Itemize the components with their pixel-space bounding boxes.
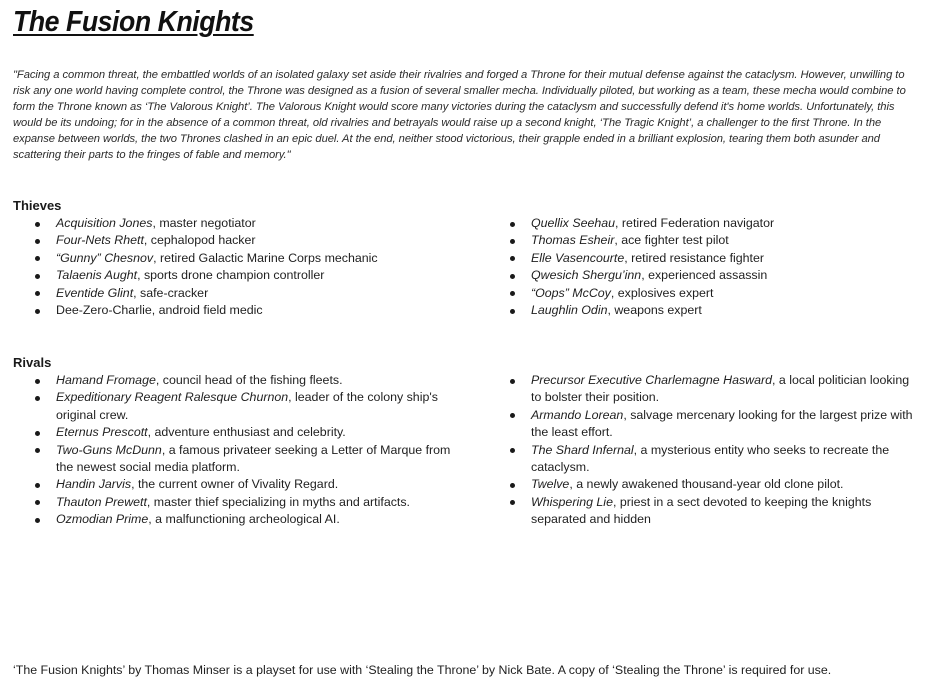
list-item [488,476,918,493]
bullet-icon [35,500,40,505]
list-item [488,215,918,232]
character-description: , master thief specializing in myths and artifacts. [146,494,410,509]
character-description: , ace fighter test pilot [614,233,729,248]
bullet-icon [35,256,40,261]
list-item [488,372,918,407]
character-name: Hamand Fromage [56,373,156,387]
bullet-icon [35,274,40,279]
bullet-icon [35,239,40,244]
thieves-heading: Thieves [13,198,62,213]
bullet-icon [510,379,515,384]
list-item [13,494,453,511]
character-description: , retired Galactic Marine Corps mechanic [153,250,378,265]
character-name: “Oops” McCoy [531,285,611,300]
character-description: , explosives expert [610,285,714,300]
character-name: Laughlin Odin [531,303,608,318]
list-item [13,424,453,441]
character-name: Ozmodian Prime [56,512,149,527]
character-description: , weapons expert [607,303,702,318]
character-description: , a local politician looking to bolster their position. [531,373,910,405]
character-name: Eventide Glint [56,285,134,300]
list-item [13,511,453,528]
character-name: Expeditionary Reagent Ralesque Churnon [56,390,289,405]
character-name: Thomas Esheir [531,233,615,248]
list-item [488,302,918,319]
list-item [13,442,453,477]
list-item [13,389,453,424]
character-name: Four-Nets Rhett [56,233,144,248]
list-item [13,267,453,284]
character-description: , sports drone champion controller [137,268,325,283]
character-description: , the current owner of Vivality Regard. [131,477,339,492]
character-description: , experienced assassin [641,268,768,283]
bullet-icon [510,500,515,505]
character-description: , leader of the colony ship's original crew. [56,390,438,422]
character-name: Twelve [531,477,570,492]
character-description: , priest in a sect devoted to keeping the knights separated and hidden [531,494,872,527]
bullet-icon [35,396,40,401]
bullet-icon [510,239,515,244]
character-name: Handin Jarvis [56,477,132,492]
character-description: , retired resistance fighter [624,250,765,265]
rivals-list-right [488,372,918,529]
list-item [13,302,453,319]
character-name: The Shard Infernal [531,442,634,457]
character-name: “Gunny” Chesnov [56,250,154,265]
list-item [13,232,453,249]
list-item [488,267,918,284]
list-item [488,250,918,267]
list-item [13,250,453,267]
bullet-icon [510,256,515,261]
bullet-icon [510,483,515,488]
bullet-icon [35,518,40,523]
character-name: Precursor Executive Charlemagne Hasward [531,373,773,387]
list-item [488,407,918,442]
thieves-list-right [488,215,918,319]
bullet-icon [510,274,515,279]
bullet-icon [510,309,515,314]
bullet-icon [510,291,515,296]
bullet-icon [510,222,515,227]
character-description: , a malfunctioning archeological AI. [148,512,340,527]
character-description: Dee-Zero-Charlie, android field medic [56,303,263,318]
character-description: , a mysterious entity who seeks to recreate the cataclysm. [531,442,890,475]
rivals-heading: Rivals [13,355,52,370]
intro-paragraph: "Facing a common threat, the embattled worlds of an isolated galaxy set aside their rivalries and forged a Throne for their mutual defense against the cataclysm. However, unwilling to risk any one world having complete control, the Throne was designed as a fusion of several smaller mecha. Individually piloted, but working as a team, these mecha would combine to form the Throne known as ‘The Valorous Knight’. The Valorous Knight would score many victories during the cataclysm and successfully defend it's home worlds. Unfortunately, this would be its undoing; for in the absence of a common threat, old rivalries and betrayals would raise up a second knight, ‘The Tragic Knight’, a challenger to the first Throne. In the expanse between worlds, the two Thrones clashed in an epic duel. At the end, neither stood victorious, their grapple ended in a brilliant explosion, tearing them both asunder and scattering their parts to the fringes of fable and memory." [13,69,906,161]
bullet-icon [510,448,515,453]
character-description: , salvage mercenary looking for the largest prize with the least effort. [531,407,913,440]
character-description: , master negotiator [152,216,256,230]
character-description: , a newly awakened thousand-year old clone pilot. [569,477,844,492]
character-description: , a famous privateer seeking a Letter of Marque from the newest social media platform. [56,442,451,475]
character-name: Acquisition Jones [56,216,153,230]
character-description: , retired Federation navigator [615,216,775,230]
bullet-icon [35,483,40,488]
list-item [488,285,918,302]
list-item [488,232,918,249]
document-title: The Fusion Knights [13,6,254,38]
character-name: Whispering Lie [531,494,613,509]
bullet-icon [35,291,40,296]
character-description: , adventure enthusiast and celebrity. [147,425,346,440]
character-name: Qwesich Shergu’inn [531,268,642,283]
list-item [488,442,918,477]
character-name: Quellix Seehau [531,216,616,230]
bullet-icon [510,413,515,418]
character-description: , cephalopod hacker [143,233,256,248]
character-name: Thauton Prewett [56,494,147,509]
bullet-icon [35,448,40,453]
bullet-icon [35,379,40,384]
character-name: Eternus Prescott [56,425,148,440]
character-name: Talaenis Aught [56,268,138,283]
character-name: Elle Vasencourte [531,250,625,265]
thieves-list-left [13,215,453,319]
footer-attribution: ‘The Fusion Knights’ by Thomas Minser is a playset for use with ‘Stealing the Throne’ by Nick Bate. A copy of ‘Stealing the Throne’ is required for use. [13,663,832,677]
character-name: Two-Guns McDunn [56,442,162,457]
list-item [13,372,453,389]
list-item [13,285,453,302]
bullet-icon [35,431,40,436]
list-item [13,476,453,493]
bullet-icon [35,309,40,314]
bullet-icon [35,222,40,227]
list-item [488,494,918,529]
rivals-list-left [13,372,453,529]
character-description: , safe-cracker [133,285,209,300]
character-name: Armando Lorean [531,407,624,422]
list-item [13,215,453,232]
character-description: , council head of the fishing fleets. [155,373,343,387]
